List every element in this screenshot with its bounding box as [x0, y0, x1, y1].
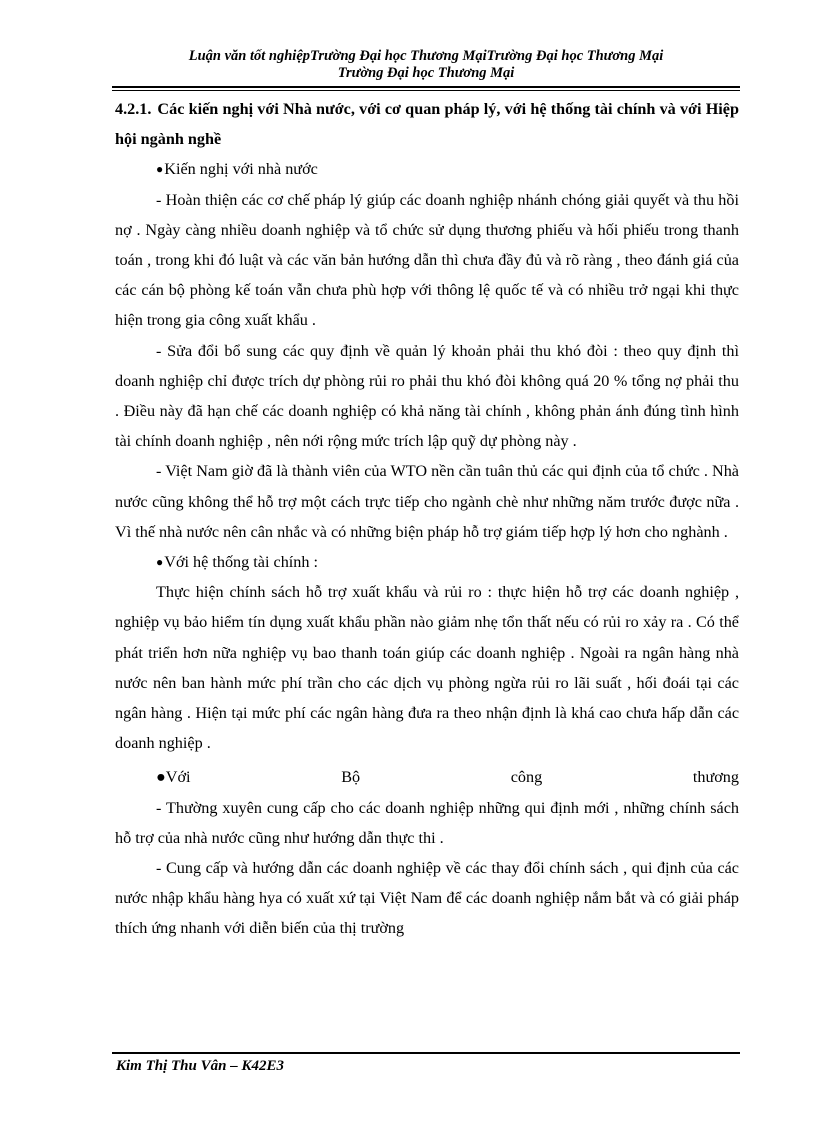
- header-line-2: Trường Đại học Thương Mại: [337, 65, 515, 81]
- paragraph: - Thường xuyên cung cấp cho các doanh nghiệp những qui định mới , những chính sách hỗ trợ của nhà nước cũng như hướng dẫn thực thi .: [115, 798, 739, 847]
- paragraph: - Hoàn thiện các cơ chế pháp lý giúp các doanh nghiệp nhánh chóng giải quyết và thu hồi nợ . Ngày càng nhiều doanh nghiệp và tổ chức sử dụng thương phiếu và hối phiếu trong thanh toán , trong khi đó luật và các văn bản hướng dẫn thì chưa đầy đủ và rõ ràng , theo đánh giá của các cán bộ phòng kế toán vẫn chưa phù hợp với thông lệ quốc tế và có nhiều trở ngại khi thực hiện trong gia công xuất khẩu .: [115, 190, 739, 330]
- bullet-word: Bộ: [341, 768, 361, 787]
- bullet-text: Kiến nghị với nhà nước: [164, 160, 318, 179]
- page-content: [115, 94, 739, 944]
- paragraph: - Sửa đổi bổ sung các quy định về quản lý khoản phải thu khó đòi : theo quy định thì doanh nghiệp chỉ được trích dự phòng rủi ro phải thu khó đòi không quá 20 % tổng nợ phải thu . Điều này đã hạn chế các doanh nghiệp có khả năng tài chính , không phản ánh đúng tình hình tài chính doanh nghiệp , nên nới rộng mức trích lập quỹ dự phòng này .: [115, 341, 739, 451]
- bullet-word: Với: [165, 768, 191, 787]
- bullet-icon: ●: [156, 555, 164, 570]
- section-number: 4.2.1.: [115, 100, 152, 118]
- bullet-ministry: [115, 762, 739, 792]
- section-title: Các kiến nghị với Nhà nước, với cơ quan pháp lý, với hệ thống tài chính và với Hiệp hội ngành nghề: [115, 100, 739, 149]
- header-line-1: Luận văn tốt nghiệpTrường Đại học Thương MạiTrường Đại học Thương Mại: [188, 48, 664, 64]
- bullet-icon: ●: [156, 162, 164, 177]
- bullet-icon: ●: [156, 768, 166, 787]
- bullet-state: [115, 154, 739, 184]
- bullet-finance: [115, 547, 739, 577]
- bullet-word: công: [510, 768, 543, 787]
- bullet-text: Với hệ thống tài chính :: [164, 553, 319, 572]
- paragraph: - Việt Nam giờ đã là thành viên của WTO nền cần tuân thủ các qui định của tổ chức . Nhà nước cũng không thể hỗ trợ một cách trực tiếp cho ngành chè như những năm trước được nữa . Vì thế nhà nước nên cân nhắc và có những biện pháp hỗ trợ giám tiếp hợp lý hơn cho nghành .: [115, 462, 739, 541]
- footer-author: Kim Thị Thu Vân – K42E3: [116, 1058, 284, 1074]
- footer-rule: [112, 1052, 740, 1054]
- header-rule-thick: [112, 86, 740, 88]
- header-rule-thin: [112, 90, 740, 91]
- paragraph: Thực hiện chính sách hỗ trợ xuất khẩu và rủi ro : thực hiện hỗ trợ các doanh nghiệp , nghiệp vụ bảo hiểm tín dụng xuất khẩu phần nào giảm nhẹ tổn thất nếu có rủi ro xảy ra . Có thể phát triển hơn nữa nghiệp vụ bao thanh toán giúp các doanh nghiệp . Ngoài ra ngân hàng nhà nước nên ban hành mức phí trần cho các dịch vụ phòng ngừa rủi ro lãi suất , hối đoái tại các ngân hàng . Hiện tại mức phí các ngân hàng đưa ra theo nhận định là khá cao chưa hấp dẫn các doanh nghiệp .: [115, 583, 739, 753]
- bullet-word-1: [156, 762, 191, 792]
- paragraph: - Cung cấp và hướng dẫn các doanh nghiệp về các thay đổi chính sách , qui định của các nước nhập khẩu hàng hya có xuất xứ tại Việt Nam để các doanh nghiệp nắm bắt và có giải pháp thích ứng nhanh với diễn biến của thị trường: [115, 859, 739, 938]
- section-heading: [115, 94, 739, 154]
- running-header: [112, 48, 740, 82]
- bullet-word: thương: [692, 768, 739, 787]
